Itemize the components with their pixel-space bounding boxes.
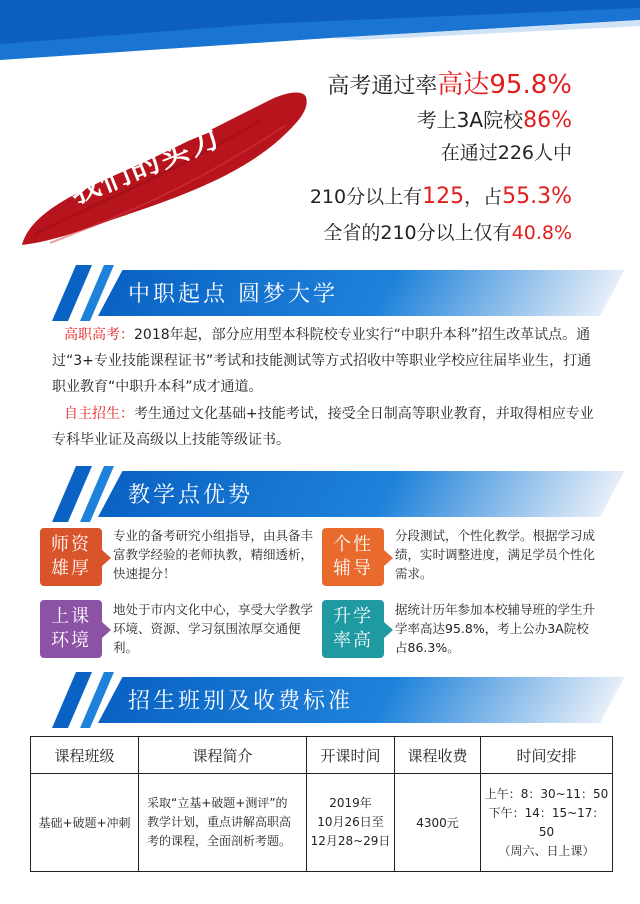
cell-schedule: 上午：8：30~11：50 下午：14：15~17：50 （周六、日上课）: [481, 774, 613, 872]
desc-teachers: 专业的备考研究小组指导，由具备丰富教学经验的老师执教，精细透析，快速提分！: [113, 528, 314, 581]
cell-fee: 4300元: [395, 774, 481, 872]
table-header: 课程收费: [395, 737, 481, 774]
section-title-1: 中职起点 圆梦大学: [128, 282, 338, 307]
table-header: 开课时间: [307, 737, 395, 774]
stat-210-count: 210分以上有125，占55.3%: [309, 184, 572, 209]
section-banner-1: [40, 265, 600, 321]
table-header: 课程班级: [31, 737, 139, 774]
section-title-3: 招生班别及收费标准: [128, 689, 354, 714]
section1-paragraph-gaozhi: 高职高考：2018年起，部分应用型本科院校专业实行“中职升本科”招生改革试点。通过“3+专业技能课程证书”考试和技能测试等方式招收中等职业学校应往届毕业生，打通职业教育“中职升本科”成才通道。: [52, 327, 592, 395]
fee-table: [30, 736, 613, 872]
tag-promotion: 升学 率高: [322, 600, 384, 658]
desc-promotion: 据统计历年参加本校辅导班的学生升学率高达95.8%，考上公办3A院校占86.3%。: [395, 602, 596, 655]
cell-intro: 采取“立基+破题+测评”的教学计划，重点讲解高职高考的课程，全面剖析考题。: [139, 774, 307, 872]
table-header: 课程简介: [139, 737, 307, 774]
banner-slogan: 我们的实力: [64, 119, 227, 212]
cell-start-time: 2019年 10月26日至 12月28~29日: [307, 774, 395, 872]
desc-environment: 地处于市内文化中心，享受大学教学环境、资源、学习氛围浓厚交通便利。: [113, 602, 314, 655]
tag-personal: 个性 辅导: [322, 528, 384, 586]
section-title-2: 教学点优势: [128, 483, 254, 508]
table-header-row: [31, 737, 613, 774]
stat-province-210: 全省的210分以上仅有40.8%: [323, 222, 572, 244]
section-banner-3: [40, 672, 600, 728]
tag-teachers: 师资 雄厚: [40, 528, 102, 586]
stat-pass-rate: 高考通过率高达95.8%: [327, 70, 572, 100]
tag-environment: 上课 环境: [40, 600, 102, 658]
stat-3a-rate: 考上3A院校86%: [416, 108, 572, 133]
top-decorative-band: [0, 0, 640, 60]
cell-class: 基础+破题+冲刺: [31, 774, 139, 872]
desc-personal: 分段测试，个性化教学。根据学习成绩，实时调整进度，满足学员个性化需求。: [395, 528, 596, 581]
section-banner-2: [40, 466, 600, 522]
table-header: 时间安排: [481, 737, 613, 774]
section1-paragraph-zizhu: 自主招生：考生通过文化基础+技能考试，接受全日制高等职业教育，并取得相应专业专科毕业证及高级以上技能等级证书。: [52, 406, 594, 448]
stat-passed-count: 在通过226人中: [440, 142, 572, 164]
table-row: [31, 774, 613, 872]
